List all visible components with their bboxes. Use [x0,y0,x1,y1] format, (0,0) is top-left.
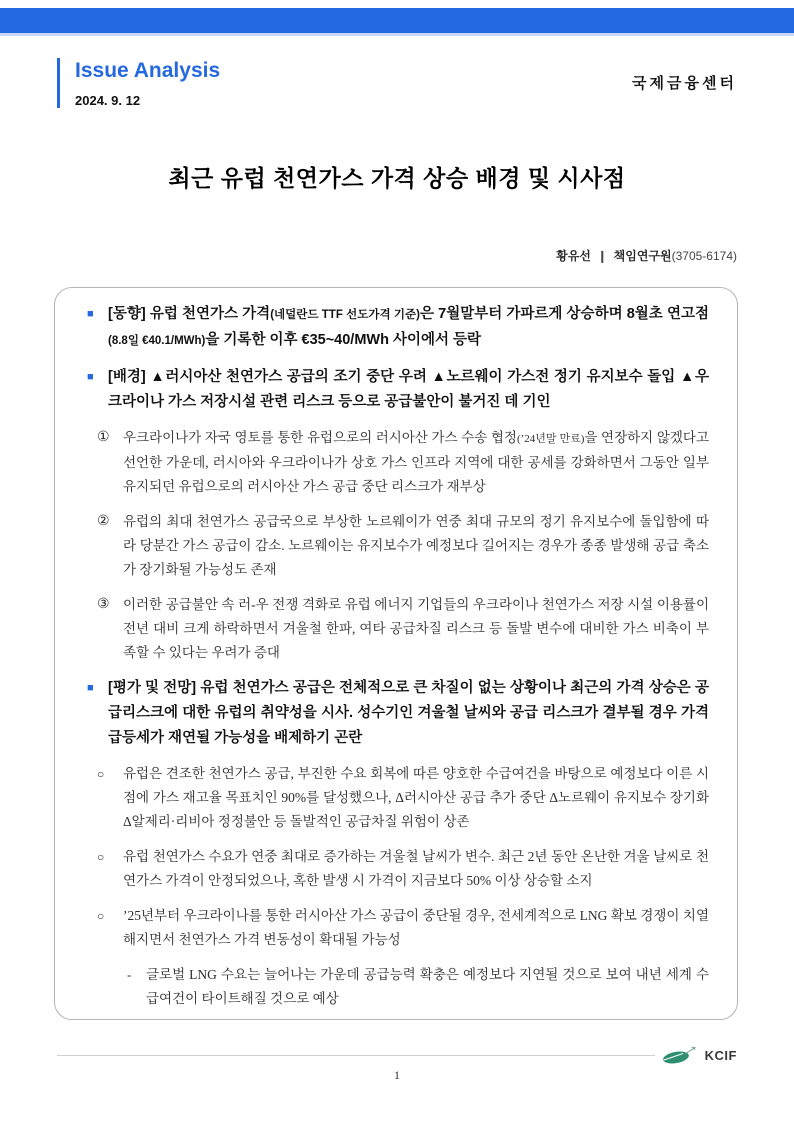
numbered-item-text: 우크라이나가 자국 영토를 통한 유럽으로의 러시아산 가스 수송 협정(’24년말 만료)을 연장하지 않겠다고 선언한 가운데, 러시아와 우크라이나가 상호 가스 인프라 지역에 대한 공세를 강화하면서 그동안 일부 유지되던 유럽으로의 러시아산 가스 공급 중단 리스크가 재부상 [123,430,709,494]
summary-point-text: [평가 및 전망] 유럽 천연가스 공급은 전체적으로 큰 차질이 없는 상황이나 최근의 가격 상승은 공급리스크에 대한 유럽의 취약성을 시사. 성수기인 겨울철 날씨와 공급 리스크가 결부될 경우 가격 급등세가 재연될 가능성을 배제하기 곤란 [108,680,709,746]
numbered-item-text: 유럽의 최대 천연가스 공급국으로 부상한 노르웨이가 연중 최대 규모의 정기 유지보수에 돌입함에 따라 당분간 가스 공급이 감소. 노르웨이는 유지보수가 예정보다 길어지는 경우가 종종 발생해 공급 축소가 장기화될 가능성도 존재 [123,514,709,577]
summary-point-text: [동향] 유럽 천연가스 가격(네덜란드 TTF 선도가격 기준)은 7월말부터 가파르게 상승하며 8월초 연고점(8.8일 €40.1/MWh)을 기록한 이후 €35~40/MWh 사이에서 등락 [108,306,709,348]
dash-marker: - [127,967,132,982]
kcif-logo-icon [661,1045,699,1065]
circled-number-marker: ① [97,430,110,445]
circle-item-text: 유럽은 견조한 천연가스 공급, 부진한 수요 회복에 따른 양호한 수급여건을 바탕으로 예정보다 이른 시점에 가스 재고율 목표치인 90%를 달성했으나, Δ러시아산 공급 추가 중단 Δ노르웨이 유지보수 장기화 Δ알제리·리비아 정정불안 등 돌발적인 공급차질 위험이 상존 [123,766,709,829]
circled-number-marker: ③ [97,597,110,612]
author-phone: (3705-6174) [671,249,737,263]
author-separator: ❙ [597,249,608,263]
circle-bullet-marker: ○ [97,767,105,781]
footer-divider [57,1055,655,1056]
author-role: 책임연구원 [613,249,672,263]
page-title: 최근 유럽 천연가스 가격 상승 배경 및 시사점 [168,165,626,191]
circle-bullet-marker: ○ [97,909,105,923]
numbered-item-1 [87,426,709,499]
summary-point-background [87,365,709,415]
organization-name: 국제금융센터 [632,75,737,92]
top-accent-bar [0,8,794,36]
report-header [57,58,220,108]
summary-point-trend [87,302,709,354]
kcif-logo-text: KCIF [704,1047,737,1063]
footer [57,1046,737,1064]
circle-bullet-marker: ○ [97,850,105,864]
square-bullet-icon: ■ [87,682,94,694]
numbered-item-2 [87,510,709,582]
brand-accent-rule [57,58,60,108]
circle-item-3 [87,904,709,952]
circle-item-text: ’25년부터 우크라이나를 통한 러시아산 가스 공급이 중단될 경우, 전세계적으로 LNG 확보 경쟁이 치열해지면서 천연가스 가격 변동성이 확대될 가능성 [123,908,709,947]
numbered-item-3 [87,593,709,665]
page-number: 1 [394,1068,400,1082]
circle-item-1 [87,762,709,834]
circled-number-marker: ② [97,514,110,529]
numbered-item-text: 이러한 공급불안 속 러-우 전쟁 격화로 유럽 에너지 기업들의 우크라이나 천연가스 저장 시설 이용률이 전년 대비 크게 하락하면서 겨울철 한파, 여타 공급차질 리스크 등 돌발 변수에 대비한 가스 비축이 부족할 수 있다는 우려가 증대 [123,597,709,660]
circle-item-text: 유럽 천연가스 수요가 연중 최대로 증가하는 겨울철 날씨가 변수. 최근 2년 동안 온난한 겨울 날씨로 천연가스 가격이 안정되었으나, 혹한 발생 시 가격이 지금보다 50% 이상 상승할 소지 [123,849,709,888]
author-name: 황유선 [556,249,591,263]
dash-item-text: 글로벌 LNG 수요는 늘어나는 가운데 공급능력 확충은 예정보다 지연될 것으로 보여 내년 세계 수급여건이 타이트해질 것으로 예상 [146,967,709,1006]
dash-sub-item [87,963,709,1011]
report-type-label: Issue Analysis [75,59,221,82]
square-bullet-icon: ■ [87,371,94,383]
circle-item-2 [87,845,709,893]
summary-point-assessment [87,676,709,751]
author-line [556,247,737,264]
summary-point-text: [배경] ▲러시아산 천연가스 공급의 조기 중단 우려 ▲노르웨이 가스전 정기 유지보수 돌입 ▲우크라이나 가스 저장시설 관련 리스크 등으로 공급불안이 불거진 데 기인 [108,369,709,410]
square-bullet-icon: ■ [87,308,94,320]
report-date: 2024. 9. 12 [75,93,141,108]
summary-box [54,287,738,1020]
